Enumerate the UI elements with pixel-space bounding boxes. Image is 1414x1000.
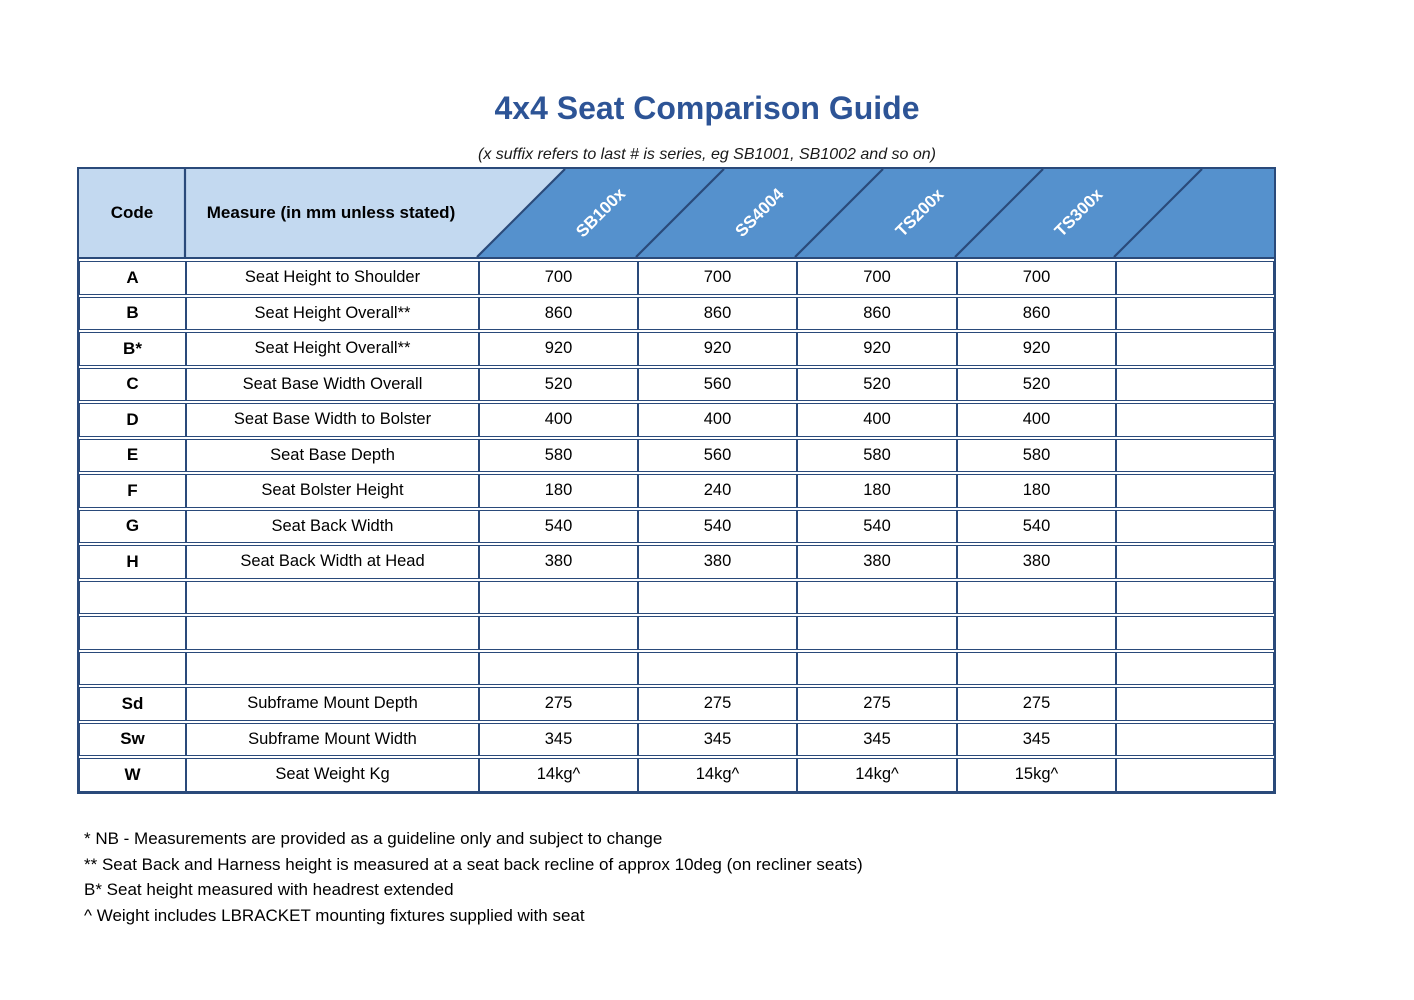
table-row: [79, 652, 1274, 686]
value-cell: 700: [479, 261, 638, 295]
empty-cell: [1116, 332, 1274, 366]
value-cell: 920: [638, 332, 797, 366]
page-subtitle: (x suffix refers to last # is series, eg SB1001, SB1002 and so on): [477, 146, 936, 163]
measure-cell: Seat Bolster Height: [186, 474, 479, 508]
table-row: [79, 332, 1274, 366]
value-cell: 345: [957, 723, 1116, 757]
value-cell: 540: [479, 510, 638, 544]
code-cell: Sw: [79, 723, 186, 757]
code-cell: B: [79, 297, 186, 331]
value-cell: [479, 616, 638, 650]
measure-cell: Seat Back Width: [186, 510, 479, 544]
comparison-table: [77, 167, 1276, 794]
value-cell: 540: [957, 510, 1116, 544]
table-row: [79, 510, 1274, 544]
value-cell: 15kg^: [957, 758, 1116, 792]
empty-cell: [1116, 687, 1274, 721]
empty-cell: [1116, 581, 1274, 615]
code-cell: G: [79, 510, 186, 544]
value-cell: 380: [797, 545, 957, 579]
value-cell: [797, 652, 957, 686]
empty-cell: [1116, 474, 1274, 508]
value-cell: 275: [479, 687, 638, 721]
empty-cell: [1116, 545, 1274, 579]
measure-cell: Seat Back Width at Head: [186, 545, 479, 579]
value-cell: [797, 616, 957, 650]
value-cell: 380: [638, 545, 797, 579]
measure-cell: Seat Height to Shoulder: [186, 261, 479, 295]
value-cell: 920: [957, 332, 1116, 366]
value-cell: 180: [479, 474, 638, 508]
value-cell: [957, 616, 1116, 650]
empty-cell: [1116, 403, 1274, 437]
value-cell: 860: [638, 297, 797, 331]
product-column-header-sb100x: SB100x: [572, 184, 630, 242]
value-cell: 14kg^: [797, 758, 957, 792]
value-cell: 920: [797, 332, 957, 366]
product-column-header-ts200x: TS200x: [891, 184, 948, 241]
empty-cell: [1116, 439, 1274, 473]
empty-cell: [1116, 652, 1274, 686]
table-row: [79, 474, 1274, 508]
code-cell: A: [79, 261, 186, 295]
value-cell: 14kg^: [638, 758, 797, 792]
value-cell: 520: [479, 368, 638, 402]
page-title: 4x4 Seat Comparison Guide: [494, 90, 920, 126]
value-cell: 380: [479, 545, 638, 579]
value-cell: 400: [797, 403, 957, 437]
value-cell: 345: [638, 723, 797, 757]
value-cell: 560: [638, 368, 797, 402]
value-cell: 700: [797, 261, 957, 295]
measure-cell: Subframe Mount Width: [186, 723, 479, 757]
value-cell: 860: [797, 297, 957, 331]
value-cell: [797, 581, 957, 615]
measure-cell: Seat Weight Kg: [186, 758, 479, 792]
table-body: [79, 261, 1274, 792]
value-cell: [638, 616, 797, 650]
code-cell: [79, 581, 186, 615]
measure-cell: [186, 616, 479, 650]
measure-cell: [186, 652, 479, 686]
code-cell: [79, 616, 186, 650]
code-cell: B*: [79, 332, 186, 366]
value-cell: 580: [797, 439, 957, 473]
code-cell: [79, 652, 186, 686]
measure-cell: Seat Base Depth: [186, 439, 479, 473]
code-cell: H: [79, 545, 186, 579]
value-cell: 180: [957, 474, 1116, 508]
measure-cell: Seat Height Overall**: [186, 297, 479, 331]
value-cell: 400: [957, 403, 1116, 437]
code-column-header: Code: [110, 203, 154, 223]
value-cell: 860: [957, 297, 1116, 331]
footnote-recline: ** Seat Back and Harness height is measured at a seat back recline of approx 10deg (on recliner seats): [84, 854, 863, 874]
value-cell: 580: [479, 439, 638, 473]
code-cell: Sd: [79, 687, 186, 721]
value-cell: 540: [797, 510, 957, 544]
empty-cell: [1116, 297, 1274, 331]
table-row: [79, 723, 1274, 757]
measure-cell: Seat Height Overall**: [186, 332, 479, 366]
value-cell: [957, 581, 1116, 615]
footnotes: [84, 826, 863, 928]
table-row: [79, 368, 1274, 402]
table-row: [79, 439, 1274, 473]
table-row: [79, 581, 1274, 615]
footnote-headrest: B* Seat height measured with headrest extended: [84, 880, 454, 899]
code-cell: E: [79, 439, 186, 473]
value-cell: 345: [797, 723, 957, 757]
footnote-weight: ^ Weight includes LBRACKET mounting fixtures supplied with seat: [84, 905, 585, 925]
value-cell: 560: [638, 439, 797, 473]
value-cell: 520: [957, 368, 1116, 402]
empty-cell: [1116, 261, 1274, 295]
value-cell: 540: [638, 510, 797, 544]
empty-cell: [1116, 758, 1274, 792]
value-cell: 14kg^: [479, 758, 638, 792]
table-row: [79, 403, 1274, 437]
value-cell: 240: [638, 474, 797, 508]
value-cell: 700: [957, 261, 1116, 295]
value-cell: [479, 652, 638, 686]
value-cell: 520: [797, 368, 957, 402]
code-cell: D: [79, 403, 186, 437]
value-cell: 275: [957, 687, 1116, 721]
empty-cell: [1116, 723, 1274, 757]
table-row: [79, 758, 1274, 792]
value-cell: [957, 652, 1116, 686]
table-header-band: [79, 169, 1274, 259]
table-row: [79, 545, 1274, 579]
product-column-header-ts300x: TS300x: [1050, 184, 1107, 241]
value-cell: [638, 652, 797, 686]
code-cell: W: [79, 758, 186, 792]
table-row: [79, 261, 1274, 295]
value-cell: 275: [797, 687, 957, 721]
value-cell: 400: [479, 403, 638, 437]
table-row: [79, 297, 1274, 331]
value-cell: 380: [957, 545, 1116, 579]
value-cell: 180: [797, 474, 957, 508]
code-cell: C: [79, 368, 186, 402]
value-cell: [638, 581, 797, 615]
value-cell: 920: [479, 332, 638, 366]
measure-cell: Seat Base Width Overall: [186, 368, 479, 402]
measurement-table: [79, 259, 1274, 794]
product-column-header-ss4004: SS4004: [731, 184, 788, 241]
code-cell: F: [79, 474, 186, 508]
value-cell: 345: [479, 723, 638, 757]
measure-column-header: Measure (in mm unless stated): [206, 203, 456, 223]
measure-cell: Seat Base Width to Bolster: [186, 403, 479, 437]
measure-cell: [186, 581, 479, 615]
empty-cell: [1116, 368, 1274, 402]
value-cell: 275: [638, 687, 797, 721]
empty-cell: [1116, 616, 1274, 650]
value-cell: 860: [479, 297, 638, 331]
table-row: [79, 687, 1274, 721]
table-row: [79, 616, 1274, 650]
value-cell: 700: [638, 261, 797, 295]
empty-cell: [1116, 510, 1274, 544]
footnote-guideline: * NB - Measurements are provided as a guideline only and subject to change: [84, 829, 663, 848]
value-cell: 400: [638, 403, 797, 437]
measure-cell: Subframe Mount Depth: [186, 687, 479, 721]
value-cell: 580: [957, 439, 1116, 473]
value-cell: [479, 581, 638, 615]
